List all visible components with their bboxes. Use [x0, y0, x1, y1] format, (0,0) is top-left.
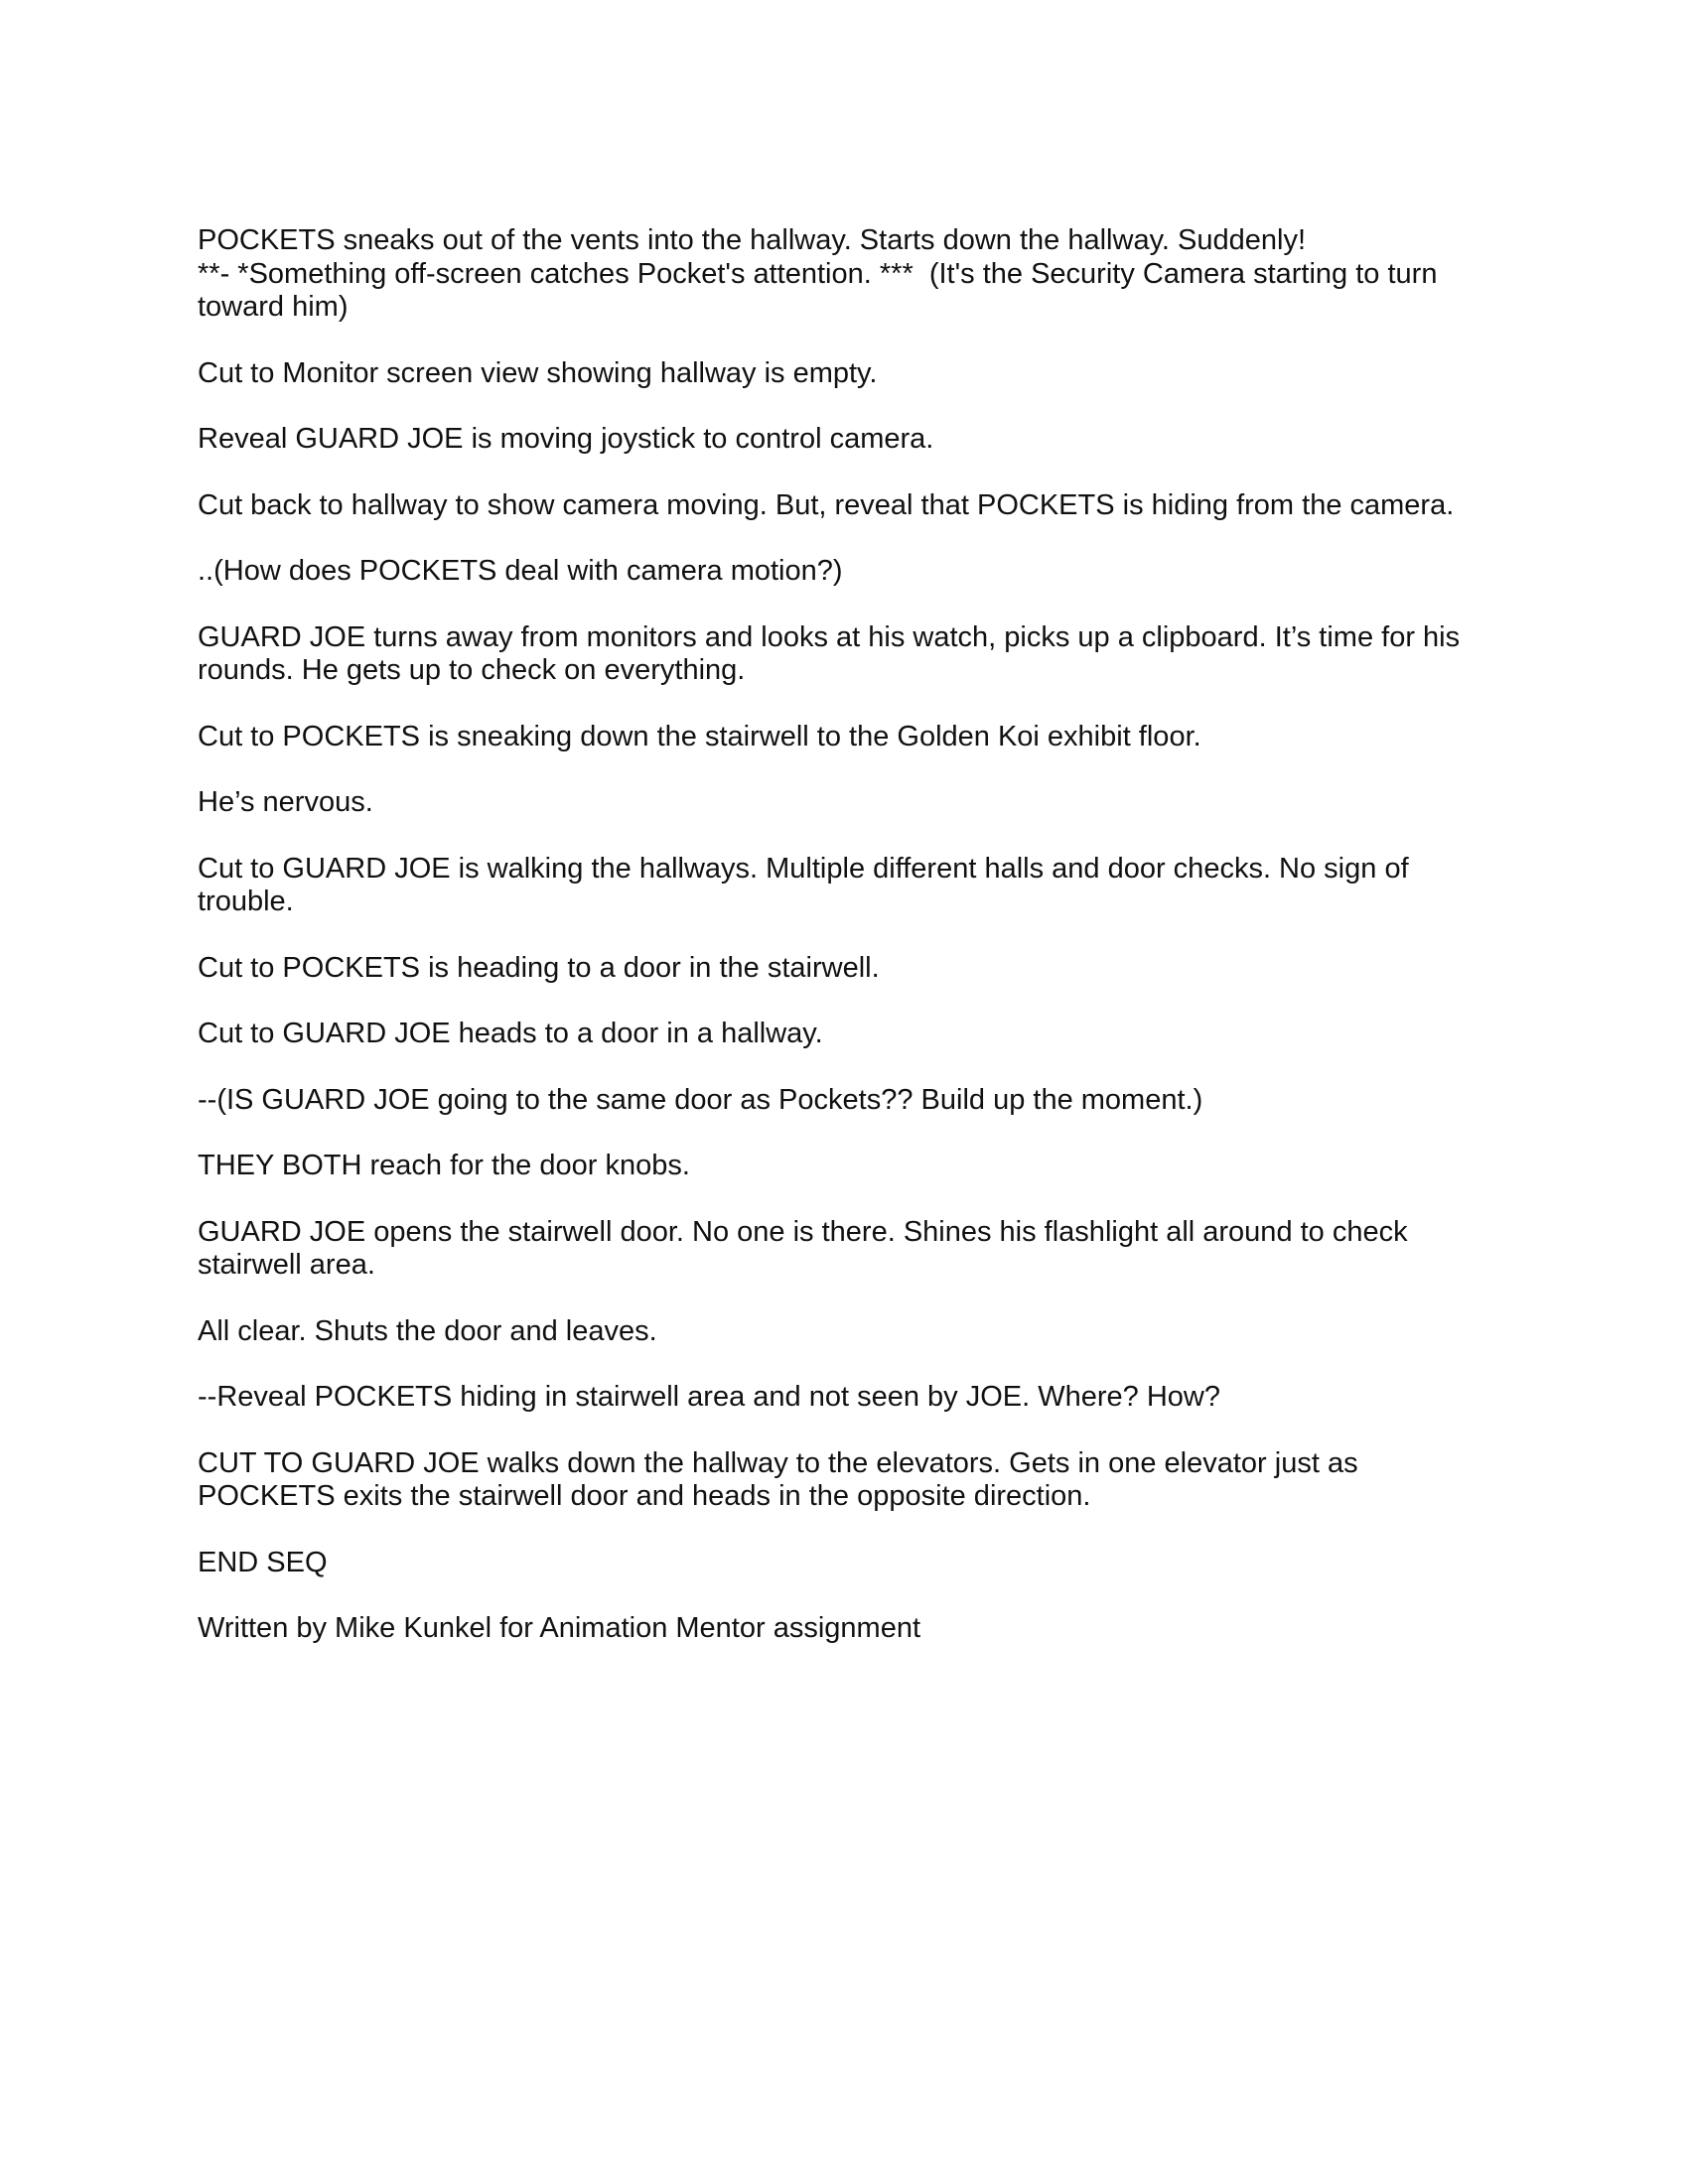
paragraph-pockets-door: Cut to POCKETS is heading to a door in the stairwell.: [198, 951, 880, 984]
paragraph-elevator: CUT TO GUARD JOE walks down the hallway to the elevators. Gets in one elevator just as POCKETS exits the stairwell door and heads in the opposite direction.: [198, 1446, 1366, 1512]
paragraph-door-knobs: THEY BOTH reach for the door knobs.: [198, 1150, 690, 1181]
paragraph-same-door-question: --(IS GUARD JOE going to the same door as Pockets?? Build up the moment.): [198, 1083, 1203, 1116]
document-body: [198, 224, 1498, 1679]
paragraph-end-seq: END SEQ: [198, 1546, 328, 1578]
paragraph-intro: POCKETS sneaks out of the vents into the hallway. Starts down the hallway. Suddenly! **- *Something off-screen catches Pocket's attention. *** (It's the Security Camera starting to turn toward him): [198, 224, 1438, 323]
paragraph-credit: Written by Mike Kunkel for Animation Mentor assignment: [198, 1612, 921, 1644]
paragraph-guard-door: Cut to GUARD JOE heads to a door in a hallway.: [198, 1018, 823, 1049]
paragraph-camera-question: ..(How does POCKETS deal with camera motion?): [198, 555, 843, 587]
paragraph-stairwell: Cut to POCKETS is sneaking down the stairwell to the Golden Koi exhibit floor.: [198, 720, 1201, 752]
paragraph-guard-opens-door: GUARD JOE opens the stairwell door. No one is there. Shines his flashlight all around to check stairwell area.: [198, 1215, 1416, 1281]
paragraph-reveal-guard: Reveal GUARD JOE is moving joystick to control camera.: [198, 423, 934, 455]
paragraph-nervous: He’s nervous.: [198, 786, 373, 818]
paragraph-monitor-view: Cut to Monitor screen view showing hallway is empty.: [198, 356, 878, 389]
paragraph-all-clear: All clear. Shuts the door and leaves.: [198, 1314, 657, 1347]
paragraph-guard-walking: Cut to GUARD JOE is walking the hallways. Multiple different halls and door checks. No sign of trouble.: [198, 852, 1417, 917]
paragraph-camera-moving: Cut back to hallway to show camera moving. But, reveal that POCKETS is hiding from the camera.: [198, 488, 1455, 521]
paragraph-reveal-hiding: --Reveal POCKETS hiding in stairwell area and not seen by JOE. Where? How?: [198, 1381, 1220, 1413]
paragraph-guard-rounds: GUARD JOE turns away from monitors and looks at his watch, picks up a clipboard. It’s time for his rounds. He gets up to check on everything.: [198, 620, 1469, 686]
